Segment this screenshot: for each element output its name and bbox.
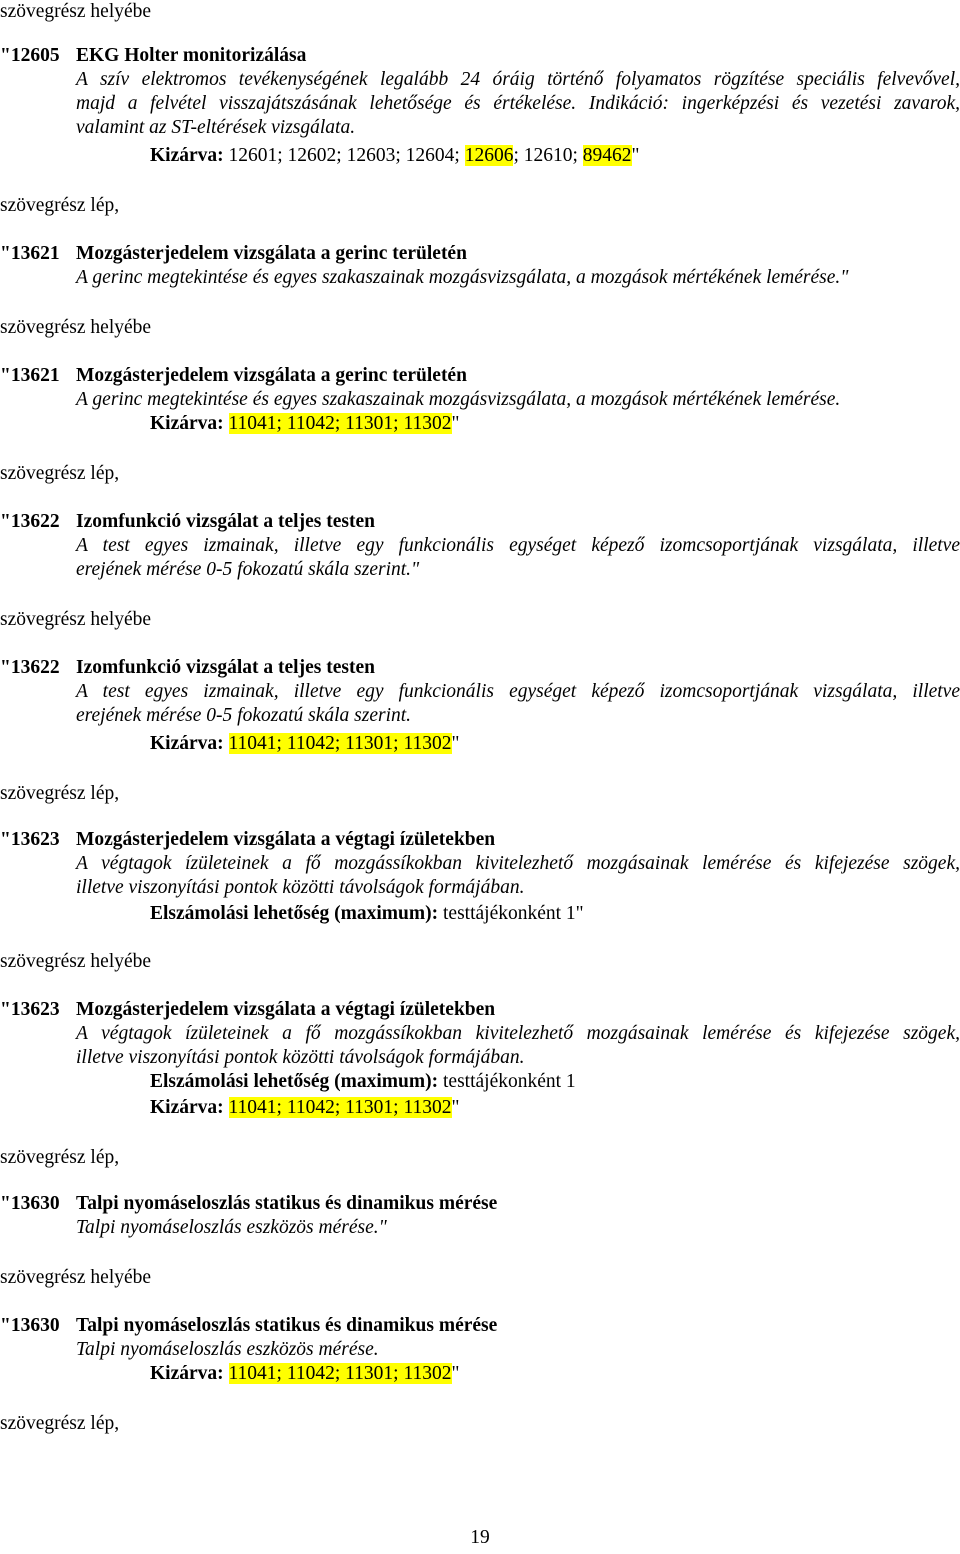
entry-description: A végtagok ízületeinek a fő mozgássíkokban kivitelezhető mozgásainak lemérése és kifejezése szögek,: [76, 1023, 960, 1044]
entry-description: A végtagok ízületeinek a fő mozgássíkokban kivitelezhető mozgásainak lemérése és kifejezése szögek,: [76, 853, 960, 874]
entry-note: [150, 903, 584, 925]
entry-code: "13623: [0, 829, 60, 850]
highlighted-code: 11041; 11042; 11301; 11302: [228, 413, 452, 434]
amendment-phrase: szövegrész lép,: [0, 1147, 120, 1168]
highlighted-code: 12606: [464, 145, 514, 166]
note-text: testtájékonként 1: [438, 1071, 576, 1092]
highlighted-code: 11041; 11042; 11301; 11302: [228, 1363, 452, 1384]
entry-code: "13630: [0, 1193, 60, 1214]
entry-description: Talpi nyomáseloszlás eszközös mérése.": [76, 1217, 387, 1238]
entry-description: erejének mérése 0-5 fokozatú skála szerint.: [76, 705, 412, 726]
amendment-phrase: szövegrész helyébe: [0, 1, 152, 22]
entry-code: "13622: [0, 657, 60, 678]
note-label: Elszámolási lehetőség (maximum):: [150, 903, 439, 924]
note-text: [224, 1363, 229, 1384]
note-label: Kizárva:: [150, 1097, 224, 1118]
highlighted-code: 89462: [582, 145, 632, 166]
entry-title: Talpi nyomáseloszlás statikus és dinamikus mérése: [76, 1193, 498, 1214]
entry-description: A szív elektromos tevékenységének legalább 24 óráig történő folyamatos rögzítése speciális felvevővel,: [76, 69, 960, 90]
entry-description: A gerinc megtekintése és egyes szakaszainak mozgásvizsgálata, a mozgások mértékének lemérése.": [76, 267, 849, 288]
entry-heading: [0, 1193, 497, 1215]
entry-code: "13622: [0, 511, 60, 532]
entry-title: Izomfunkció vizsgálat a teljes testen: [76, 511, 375, 532]
closing-quote: ": [451, 1363, 460, 1384]
entry-description: Talpi nyomáseloszlás eszközös mérése.: [76, 1339, 379, 1360]
closing-quote: ": [451, 1097, 460, 1118]
entry-title: Izomfunkció vizsgálat a teljes testen: [76, 657, 375, 678]
closing-quote: ": [451, 413, 460, 434]
note-text: [224, 733, 229, 754]
amendment-phrase: szövegrész lép,: [0, 1413, 120, 1434]
entry-heading: [0, 243, 467, 265]
entry-note: [150, 733, 459, 755]
entry-note: [150, 1071, 576, 1093]
entry-heading: [0, 1315, 497, 1337]
entry-description: A gerinc megtekintése és egyes szakaszainak mozgásvizsgálata, a mozgások mértékének lemérése.: [76, 389, 841, 410]
entry-description: illetve viszonyítási pontok közötti távolságok formájában.: [76, 1047, 525, 1068]
entry-description: majd a felvétel visszajátszásának lehetősége és értékelése. Indikáció: ingerképzési és vezetési zavarok,: [76, 93, 960, 114]
amendment-phrase: szövegrész lép,: [0, 463, 120, 484]
entry-code: "13630: [0, 1315, 60, 1336]
entry-title: Mozgásterjedelem vizsgálata a végtagi ízületekben: [76, 999, 496, 1020]
entry-title: Mozgásterjedelem vizsgálata a gerinc területén: [76, 243, 467, 264]
entry-code: "12605: [0, 45, 60, 66]
highlighted-code: 11041; 11042; 11301; 11302: [228, 1097, 452, 1118]
entry-description: valamint az ST-eltérések vizsgálata.: [76, 117, 356, 138]
entry-code: "13623: [0, 999, 60, 1020]
highlighted-code: 11041; 11042; 11301; 11302: [228, 733, 452, 754]
entry-title: Mozgásterjedelem vizsgálata a gerinc területén: [76, 365, 467, 386]
amendment-phrase: szövegrész lép,: [0, 783, 120, 804]
amendment-phrase: szövegrész lép,: [0, 195, 120, 216]
note-text: [224, 413, 229, 434]
amendment-phrase: szövegrész helyébe: [0, 951, 152, 972]
entry-description: illetve viszonyítási pontok közötti távolságok formájában.: [76, 877, 525, 898]
closing-quote: ": [451, 733, 460, 754]
note-text: 12601; 12602; 12603; 12604;: [223, 145, 465, 166]
amendment-phrase: szövegrész helyébe: [0, 609, 152, 630]
entry-title: EKG Holter monitorizálása: [76, 45, 307, 66]
entry-note: [150, 1363, 459, 1385]
note-text: ; 12610;: [513, 145, 583, 166]
entry-heading: [0, 999, 495, 1021]
entry-code: "13621: [0, 243, 60, 264]
entry-description: A test egyes izmainak, illetve egy funkcionális egységet képező izomcsoportjának vizsgálata, illetve: [76, 535, 960, 556]
note-label: Kizárva:: [150, 413, 224, 434]
amendment-phrase: szövegrész helyébe: [0, 1267, 152, 1288]
closing-quote: ": [631, 145, 640, 166]
entry-note: [150, 145, 640, 167]
entry-heading: [0, 829, 495, 851]
entry-heading: [0, 365, 467, 387]
note-label: Kizárva:: [150, 733, 224, 754]
entry-description: A test egyes izmainak, illetve egy funkcionális egységet képező izomcsoportjának vizsgálata, illetve: [76, 681, 960, 702]
entry-description: erejének mérése 0-5 fokozatú skála szerint.": [76, 559, 420, 580]
entry-heading: [0, 45, 306, 67]
entry-note: [150, 413, 459, 435]
page-number: 19: [470, 1527, 490, 1548]
note-label: Kizárva:: [150, 145, 224, 166]
entry-code: "13621: [0, 365, 60, 386]
note-label: Kizárva:: [150, 1363, 224, 1384]
note-label: Elszámolási lehetőség (maximum):: [150, 1071, 439, 1092]
entry-title: Talpi nyomáseloszlás statikus és dinamikus mérése: [76, 1315, 498, 1336]
entry-heading: [0, 511, 375, 533]
entry-title: Mozgásterjedelem vizsgálata a végtagi ízületekben: [76, 829, 496, 850]
note-text: [224, 1097, 229, 1118]
entry-heading: [0, 657, 375, 679]
note-text: testtájékonként 1": [438, 903, 584, 924]
entry-note: [150, 1097, 459, 1119]
amendment-phrase: szövegrész helyébe: [0, 317, 152, 338]
